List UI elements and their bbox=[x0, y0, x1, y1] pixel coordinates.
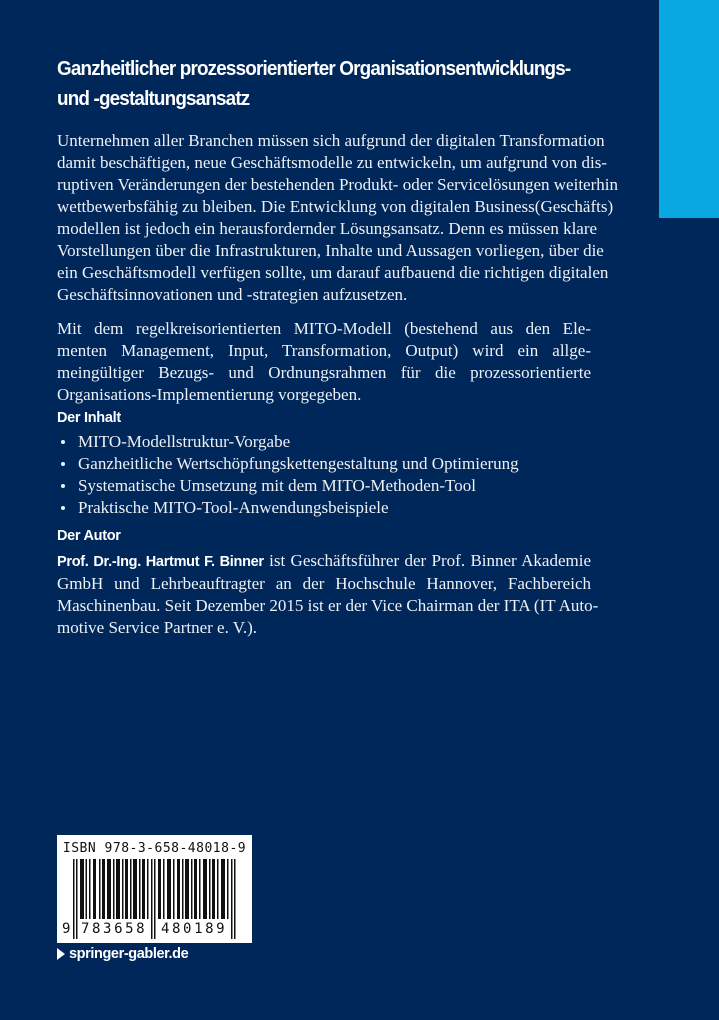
description-paragraph-2 bbox=[57, 318, 591, 406]
contents-heading: Der Inhalt bbox=[57, 410, 121, 426]
text-line: wettbewerbsfähig zu bleiben. Die Entwicklung von digitalen Business(Geschäfts) bbox=[57, 197, 614, 216]
text-line: GmbH und Lehrbeauftragter an der Hochschule Hannover, Fachbereich bbox=[57, 574, 591, 593]
list-item bbox=[57, 453, 617, 475]
text-line: menten Management, Input, Transformation, Output) wird ein allge- bbox=[57, 341, 591, 360]
list-item-text: Ganzheitliche Wertschöpfungskettengestaltung und Optimierung bbox=[78, 454, 519, 473]
barcode-left-digits: 783658 bbox=[81, 921, 148, 937]
text-line: motive Service Partner e. V.). bbox=[57, 618, 258, 637]
accent-bar bbox=[659, 0, 719, 218]
barcode-first-digit: 9 bbox=[62, 921, 71, 937]
text-line: ein Geschäftsmodell verfügen sollte, um darauf aufbauend die richtigen digitalen bbox=[57, 263, 609, 282]
text-line: Unternehmen aller Branchen müssen sich aufgrund der digitalen Transformation bbox=[57, 131, 605, 150]
text-line: Mit dem regelkreisorientierten MITO-Modell (bestehend aus den Ele- bbox=[57, 319, 591, 338]
text-line: ruptiven Veränderungen der bestehenden Produkt- oder Servicelösungen weiterhin bbox=[57, 175, 618, 194]
list-item bbox=[57, 497, 617, 519]
play-arrow-icon bbox=[57, 948, 65, 960]
list-item-text: Systematische Umsetzung mit dem MITO-Methoden-Tool bbox=[78, 476, 476, 495]
list-item bbox=[57, 475, 617, 497]
bullet-icon bbox=[61, 484, 65, 488]
list-item-text: MITO-Modellstruktur-Vorgabe bbox=[78, 432, 291, 451]
bullet-icon bbox=[61, 440, 65, 444]
author-name: Prof. Dr.-Ing. Hartmut F. Binner bbox=[57, 554, 264, 570]
contents-list bbox=[57, 431, 617, 519]
publisher-link[interactable] bbox=[57, 946, 188, 962]
text-line: meingültiger Bezugs- und Ordnungsrahmen für die prozessorientierte bbox=[57, 363, 591, 382]
text-line: modellen ist jedoch ein herausfordernder Lösungsansatz. Denn es müssen klare bbox=[57, 219, 598, 238]
bullet-icon bbox=[61, 506, 65, 510]
isbn-barcode bbox=[57, 835, 252, 943]
author-bio-text: ist Geschäftsführer der Prof. Binner Akademie bbox=[263, 551, 591, 570]
description-paragraph-1 bbox=[57, 130, 618, 306]
text-line: Geschäftsinnovationen und -strategien aufzusetzen. bbox=[57, 285, 408, 304]
list-item bbox=[57, 431, 617, 453]
text-line: Maschinenbau. Seit Dezember 2015 ist er der Vice Chairman der ITA (IT Auto- bbox=[57, 596, 599, 615]
text-line: Organisations-Implementierung vorgegeben. bbox=[57, 385, 362, 404]
title-line-2: und -gestaltungsansatz bbox=[57, 87, 250, 110]
author-heading: Der Autor bbox=[57, 528, 121, 544]
barcode-right-digits: 480189 bbox=[161, 921, 228, 937]
bullet-icon bbox=[61, 462, 65, 466]
list-item-text: Praktische MITO-Tool-Anwendungsbeispiele bbox=[78, 498, 389, 517]
publisher-link-text: springer-gabler.de bbox=[69, 946, 189, 962]
isbn-label: ISBN 978-3-658-48018-9 bbox=[62, 841, 247, 856]
title-line-1: Ganzheitlicher prozessorientierter Organisationsentwicklungs- bbox=[57, 57, 571, 80]
text-line bbox=[57, 550, 591, 573]
book-title bbox=[57, 54, 591, 114]
text-line: Vorstellungen über die Infrastrukturen, Inhalte und Aussagen vorliegen, über die bbox=[57, 241, 604, 260]
text-line: damit beschäftigen, neue Geschäftsmodelle zu entwickeln, um aufgrund von dis- bbox=[57, 153, 607, 172]
author-bio bbox=[57, 550, 599, 639]
